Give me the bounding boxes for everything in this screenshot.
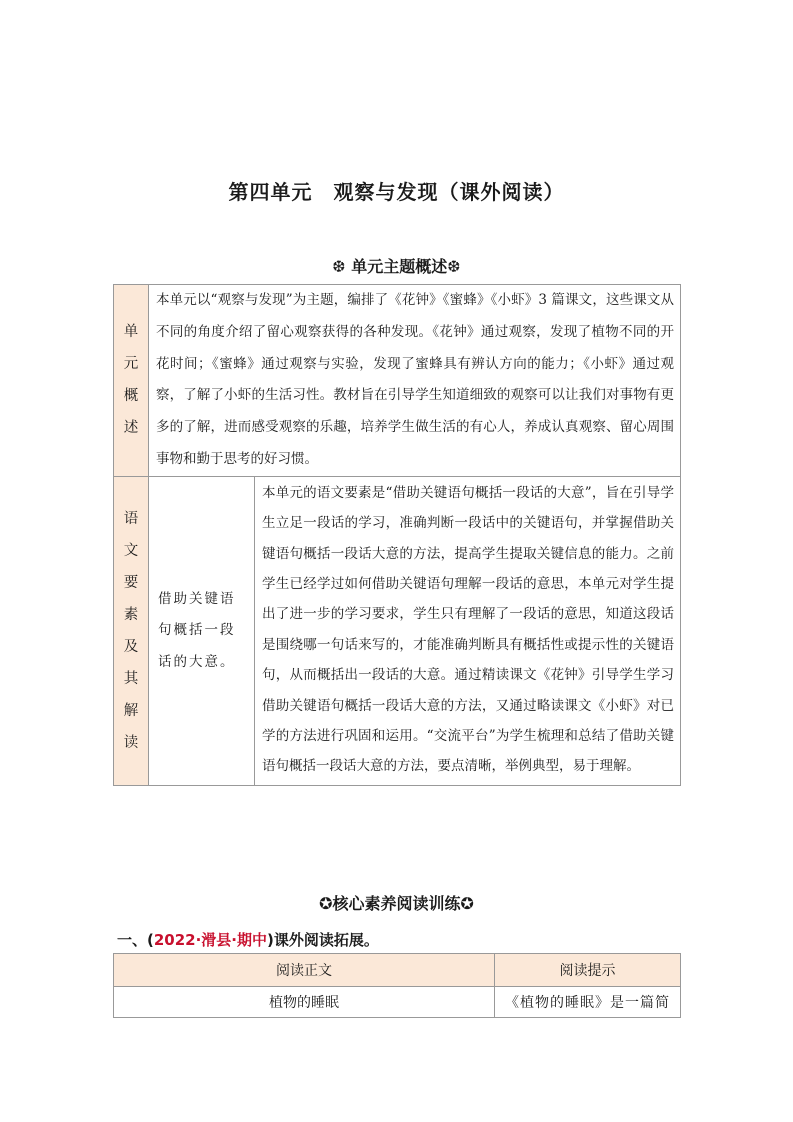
elements-label-char: 及: [123, 638, 139, 655]
elements-label-char: 读: [123, 734, 139, 751]
page-title: 第四单元 观察与发现（课外阅读）: [228, 180, 565, 204]
reading-table: [113, 953, 681, 1018]
section-heading-unit-overview: ❆ 单元主题概述❆: [332, 257, 461, 276]
section-heading-reading-training: ✪核心素养阅读训练✪: [319, 894, 474, 913]
overview-label-char: 单: [123, 324, 139, 341]
elements-label-char: 其: [123, 670, 139, 687]
overview-label-char: 述: [123, 420, 139, 437]
elements-label-char: 素: [123, 606, 139, 623]
reading-passage-title: 植物的睡眠: [114, 987, 495, 1018]
reading-text-header: 阅读正文: [114, 954, 495, 987]
reading-hint-text: 《植物的睡眠》是一篇简: [495, 987, 681, 1018]
question-heading: [117, 929, 379, 950]
elements-label-char: 文: [123, 542, 139, 559]
overview-text: 本单元以“观察与发现”为主题，编排了《花钟》《蜜蜂》《小虾》3 篇课文，这些课文从不同的角度介绍了留心观察获得的各种发现。《花钟》通过观察，发现了植物不同的开花时间；《蜜蜂》通过观察与实验，发现了蜜蜂具有辨认方向的能力；《小虾》通过观察，了解了小虾的生活习性。教材旨在引导学生知道细致的观察可以让我们对事物有更多的了解，进而感受观察的乐趣，培养学生做生活的有心人，养成认真观察、留心周围事物和勤于思考的好习惯。: [149, 285, 681, 477]
elements-label-cell: [114, 476, 149, 785]
elements-explanation-text: 本单元的语文要素是“借助关键语句概括一段话的大意”，旨在引导学生立足一段话的学习，准确判断一段话中的关键语句，并掌握借助关键语句概括一段话大意的方法，提高学生提取关键信息的能力。之前学生已经学过如何借助关键语句理解一段话的意思，本单元对学生提出了进一步的学习要求，学生只有理解了一段话的意思，知道这段话是围绕哪一句话来写的，才能准确判断具有概括性或提示性的关键语句，从而概括出一段话的大意。通过精读课文《花钟》引导学生学习借助关键语句概括一段话大意的方法，又通过略读课文《小虾》对已学的方法进行巩固和运用。“交流平台”为学生梳理和总结了借助关键语句概括一段话大意的方法，要点清晰，举例典型，易于理解。: [255, 476, 681, 785]
overview-label-cell: [114, 285, 149, 477]
overview-label-char: 元: [123, 356, 139, 373]
reading-table-header: [114, 954, 681, 987]
overview-row: [114, 285, 681, 477]
unit-overview-table: [113, 284, 681, 786]
elements-row: [114, 476, 681, 785]
reading-hint-header: 阅读提示: [495, 954, 681, 987]
reading-table-row: [114, 987, 681, 1018]
key-point-text: 借助关键语句概括一段话的大意。: [149, 476, 255, 785]
overview-label-char: 概: [123, 388, 139, 405]
elements-label-char: 解: [123, 702, 139, 719]
elements-label-char: 语: [123, 510, 139, 527]
question-prefix: 一、(: [117, 931, 154, 949]
question-suffix: )课外阅读拓展。: [267, 931, 379, 949]
elements-label-char: 要: [123, 574, 139, 591]
question-source: 2022·滑县·期中: [153, 931, 268, 949]
